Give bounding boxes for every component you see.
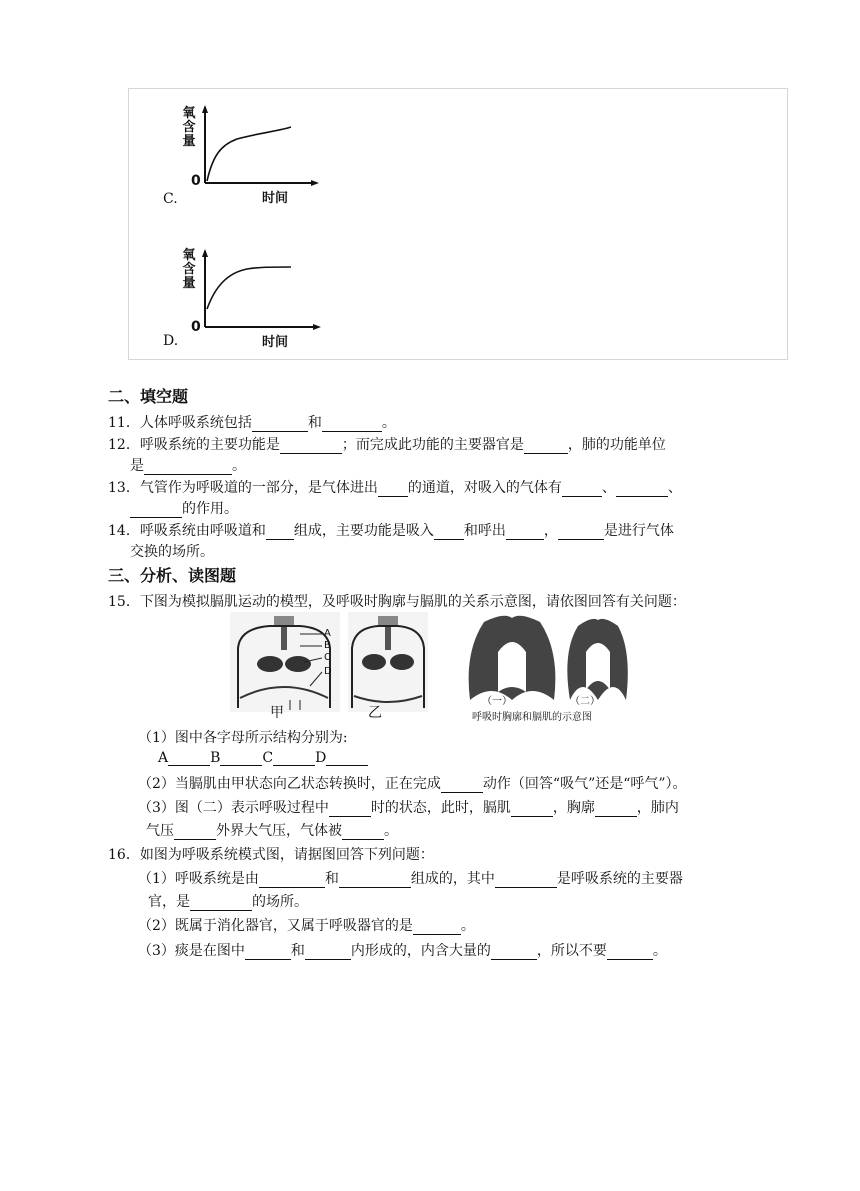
label-a: A: [324, 628, 331, 639]
q12-text: ，肺的功能单位: [567, 437, 666, 453]
q15-part-2: [138, 773, 687, 793]
q16-text: 的场所。: [252, 894, 308, 910]
option-c-y-arrow: [202, 105, 208, 113]
q15-text: 动作（回答“吸气”还是“呼气”）。: [482, 776, 687, 792]
q16-number: 16．: [108, 847, 140, 863]
option-c-graph: [199, 105, 319, 187]
q15-blank-pressure[interactable]: [174, 825, 216, 840]
q16-part-3: [138, 940, 667, 960]
option-d-graph: [199, 249, 321, 331]
q16-text: 是呼吸系统的主要器: [556, 871, 683, 887]
q13-number: 13．: [108, 480, 140, 496]
q11-number: 11．: [108, 415, 140, 431]
q12-text: 呼吸系统的主要功能是: [139, 437, 280, 453]
question-11: [108, 412, 396, 432]
q15-figure: [230, 612, 630, 723]
q13-text: 的作用。: [182, 501, 238, 517]
q15-text: ，肺内: [636, 800, 679, 816]
q16-text: 和: [324, 871, 339, 887]
q12-blank-2[interactable]: [524, 439, 568, 454]
q16-blank-6[interactable]: [245, 945, 291, 960]
figure-caption: 呼吸时胸廓和膈肌的示意图: [472, 712, 592, 723]
q16-blank-9[interactable]: [607, 945, 653, 960]
q16-part-1-cont: [148, 891, 308, 911]
q14-text: 组成，主要功能是吸入: [293, 523, 434, 539]
label-jia: 甲: [270, 705, 284, 721]
q15-text: 。: [384, 823, 398, 839]
option-c-letter: C.: [163, 191, 178, 207]
q16-blank-4[interactable]: [190, 896, 252, 911]
q15-blank-thorax[interactable]: [595, 802, 637, 817]
option-c-xlabel: 时间: [262, 191, 289, 206]
q14-text: 和呼出: [463, 523, 506, 539]
q11-blank-2[interactable]: [322, 417, 382, 432]
q14-text: 呼吸系统由呼吸道和: [139, 523, 266, 539]
q15-blank-diaphragm[interactable]: [511, 802, 553, 817]
question-13-cont: [130, 498, 238, 518]
option-c-origin: 0: [191, 173, 201, 189]
option-d-letter: D.: [163, 333, 179, 349]
q15-part-3: [138, 797, 679, 817]
q15-text: （2）当膈肌由甲状态向乙状态转换时，正在完成: [138, 776, 441, 792]
q16-text: 组成的，其中: [410, 871, 495, 887]
label-d: D: [324, 666, 332, 677]
q14-blank-4[interactable]: [558, 525, 604, 540]
q12-number: 12．: [108, 437, 140, 453]
option-c-ylabel: 氧含量: [182, 106, 196, 149]
q15-text: 时的状态，此时，膈肌: [370, 800, 511, 816]
section-3-title: 三、分析、读图题: [108, 566, 237, 585]
q15-part-1: （1）图中各字母所示结构分别为:: [138, 730, 348, 746]
label-one: （一）: [482, 696, 512, 707]
q15-blank-c[interactable]: [273, 751, 315, 766]
q13-blank-1[interactable]: [378, 482, 408, 497]
q13-blank-4[interactable]: [130, 503, 182, 518]
option-c-x-arrow: [311, 180, 319, 186]
question-14-cont: [130, 541, 214, 561]
q15-blank-action[interactable]: [441, 778, 483, 793]
q11-text: 和: [307, 415, 322, 431]
q13-text: 的通道，对吸入的气体有: [407, 480, 562, 496]
q12-blank-1[interactable]: [280, 439, 342, 454]
q15-text: 气压: [146, 823, 174, 839]
option-d-xlabel: 时间: [262, 335, 289, 350]
q16-blank-7[interactable]: [305, 945, 351, 960]
q16-part-1: [138, 868, 683, 888]
q15-text: ，胸廓: [552, 800, 595, 816]
q16-part-2: [138, 915, 475, 935]
q16-blank-3[interactable]: [495, 873, 557, 888]
option-d-origin: 0: [191, 319, 201, 335]
q12-text: 。: [232, 458, 246, 474]
q16-blank-1[interactable]: [259, 873, 325, 888]
q14-number: 14．: [108, 523, 140, 539]
q15-blank-a[interactable]: [168, 751, 210, 766]
q13-text: 气管作为呼吸道的一部分，是气体进出: [139, 480, 378, 496]
q11-text: 人体呼吸系统包括: [139, 415, 252, 431]
label-two: （二）: [570, 696, 600, 707]
section-2-title: 二、填空题: [108, 387, 189, 406]
option-d-curve: [207, 267, 291, 309]
q13-text: 、: [601, 480, 616, 496]
q15-letter: C: [262, 750, 274, 766]
q16-text: （1）呼吸系统是由: [138, 871, 259, 887]
q13-blank-3[interactable]: [616, 482, 668, 497]
q16-blank-2[interactable]: [339, 873, 411, 888]
q16-text: 和: [290, 943, 305, 959]
q15-letter: A: [158, 750, 169, 766]
q13-text: 、: [667, 480, 682, 496]
bell-jar-yi-image: [348, 612, 428, 712]
q14-blank-2[interactable]: [434, 525, 464, 540]
q13-blank-2[interactable]: [562, 482, 602, 497]
q14-text: ，: [543, 523, 558, 539]
q16-text: 。: [460, 918, 475, 934]
question-12: [108, 434, 666, 454]
q12-text: 是: [130, 458, 144, 474]
option-d-ylabel: 氧含量: [182, 248, 196, 291]
q11-text: 。: [381, 415, 396, 431]
q16-blank-8[interactable]: [491, 945, 537, 960]
q16-text: （2）既属于消化器官，又属于呼吸器官的是: [138, 918, 413, 934]
question-15: [108, 591, 686, 611]
option-c-curve: [207, 127, 291, 181]
q15-text: （3）图（二）表示呼吸过程中: [138, 800, 329, 816]
q15-text: 外界大气压，气体被: [216, 823, 342, 839]
q15-blank-state[interactable]: [329, 802, 371, 817]
q16-text: 官，是: [148, 894, 190, 910]
q14-blank-3[interactable]: [506, 525, 544, 540]
q15-blank-b[interactable]: [220, 751, 262, 766]
q15-number: 15．: [108, 594, 140, 610]
question-12-cont: [130, 455, 246, 475]
q12-blank-3[interactable]: [144, 460, 232, 475]
q14-blank-1[interactable]: [266, 525, 294, 540]
q16-blank-5[interactable]: [413, 920, 461, 935]
q16-text: 。: [652, 943, 667, 959]
answer-options-box: [128, 88, 788, 360]
q15-blank-gas[interactable]: [342, 825, 384, 840]
label-c: C: [324, 652, 331, 663]
q15-part-3-cont: [146, 820, 398, 840]
q11-blank-1[interactable]: [252, 417, 308, 432]
q15-part-1-blanks: [158, 750, 368, 766]
option-d-x-arrow: [313, 324, 321, 330]
q14-text: 是进行气体: [603, 523, 674, 539]
question-16: [108, 844, 434, 864]
q16-text: （3）痰是在图中: [138, 943, 245, 959]
question-13: [108, 477, 682, 497]
q16-intro: 如图为呼吸系统模式图，请据图回答下列问题：: [139, 847, 434, 863]
q12-text: ；而完成此功能的主要器官是: [341, 437, 524, 453]
q14-text: 交换的场所。: [130, 544, 214, 560]
label-yi: 乙: [368, 705, 382, 721]
option-d-y-arrow: [202, 249, 208, 257]
question-14: [108, 520, 674, 540]
q15-blank-d[interactable]: [326, 751, 368, 766]
q15-intro: 下图为模拟膈肌运动的模型，及呼吸时胸廓与膈肌的关系示意图，请依图回答有关问题：: [139, 594, 686, 610]
label-b: B: [324, 640, 331, 651]
q15-letter: B: [210, 750, 221, 766]
q15-letter: D: [315, 750, 327, 766]
q16-text: ，所以不要: [536, 943, 607, 959]
q16-text: 内形成的，内含大量的: [350, 943, 491, 959]
